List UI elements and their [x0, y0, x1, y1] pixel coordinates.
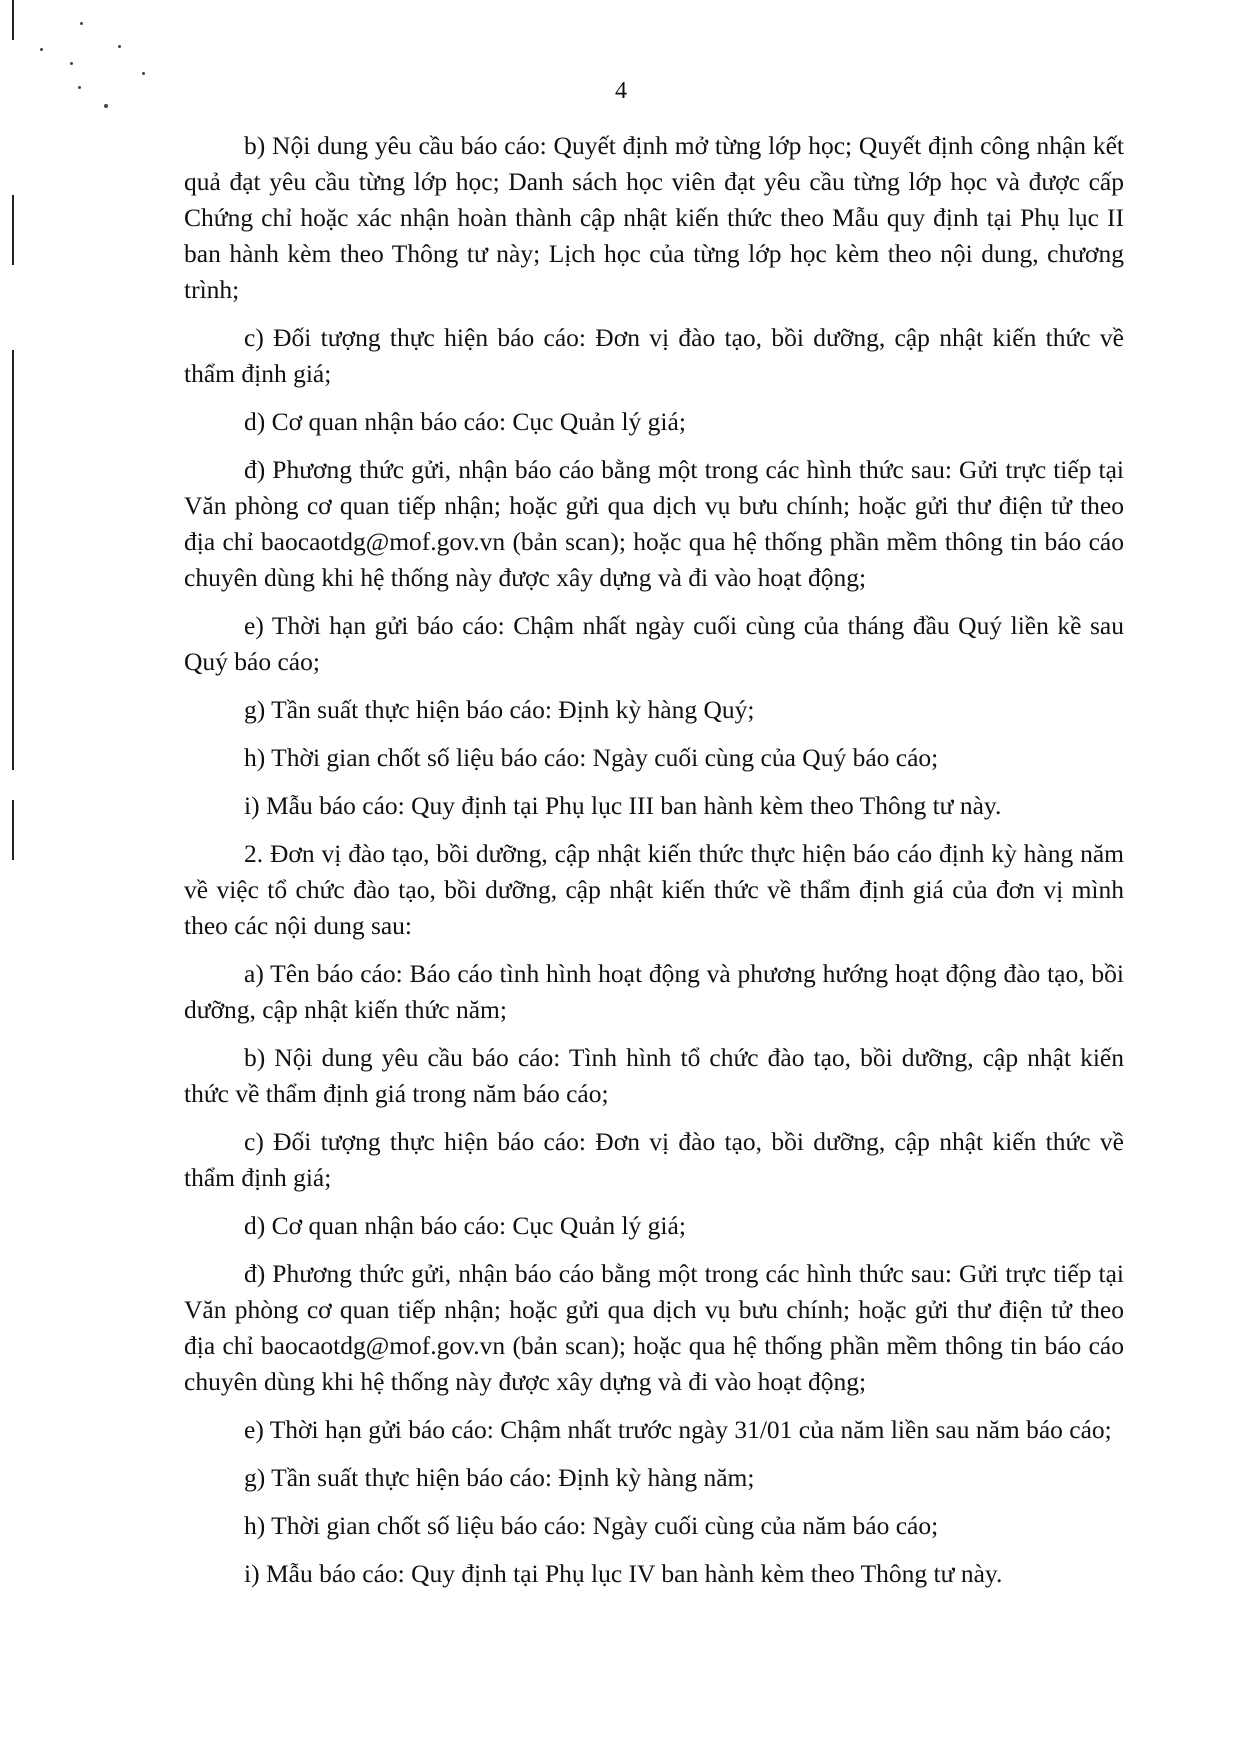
scan-dot: [80, 22, 83, 25]
paragraph: g) Tần suất thực hiện báo cáo: Định kỳ hàng năm;: [244, 1463, 755, 1492]
paragraph: g) Tần suất thực hiện báo cáo: Định kỳ hàng Quý;: [244, 695, 755, 724]
paragraph: h) Thời gian chốt số liệu báo cáo: Ngày cuối cùng của năm báo cáo;: [244, 1511, 939, 1540]
paragraph: h) Thời gian chốt số liệu báo cáo: Ngày cuối cùng của Quý báo cáo;: [244, 743, 939, 772]
scan-dot: [70, 62, 73, 65]
paragraph: c) Đối tượng thực hiện báo cáo: Đơn vị đào tạo, bồi dưỡng, cập nhật kiến thức về thẩm định giá;: [184, 323, 1124, 388]
page-number: 4: [615, 78, 627, 104]
paragraph: b) Nội dung yêu cầu báo cáo: Tình hình tổ chức đào tạo, bồi dưỡng, cập nhật kiến thức về thẩm định giá trong năm báo cáo;: [184, 1043, 1124, 1108]
paragraph: d) Cơ quan nhận báo cáo: Cục Quản lý giá;: [244, 407, 686, 436]
paragraph: a) Tên báo cáo: Báo cáo tình hình hoạt động và phương hướng hoạt động đào tạo, bồi dưỡng, cập nhật kiến thức năm;: [184, 959, 1124, 1024]
scan-edge-mark: [12, 195, 14, 265]
paragraph: 2. Đơn vị đào tạo, bồi dưỡng, cập nhật kiến thức thực hiện báo cáo định kỳ hàng năm về việc tổ chức đào tạo, bồi dưỡng, cập nhật kiến thức về thẩm định giá của đơn vị mình theo các nội dung sau:: [184, 839, 1124, 940]
paragraph: b) Nội dung yêu cầu báo cáo: Quyết định mở từng lớp học; Quyết định công nhận kết quả đạt yêu cầu từng lớp học; Danh sách học viên đạt yêu cầu từng lớp học và được cấp Chứng chỉ hoặc xác nhận hoàn thành cập nhật kiến thức theo Mẫu quy định tại Phụ lục II ban hành kèm theo Thông tư này; Lịch học của từng lớp học kèm theo nội dung, chương trình;: [184, 131, 1124, 304]
paragraph: c) Đối tượng thực hiện báo cáo: Đơn vị đào tạo, bồi dưỡng, cập nhật kiến thức về thẩm định giá;: [184, 1127, 1124, 1192]
scan-dot: [142, 72, 145, 75]
paragraph: i) Mẫu báo cáo: Quy định tại Phụ lục IV ban hành kèm theo Thông tư này.: [244, 1559, 1003, 1588]
paragraph: i) Mẫu báo cáo: Quy định tại Phụ lục III ban hành kèm theo Thông tư này.: [244, 791, 1002, 820]
scan-edge-mark: [12, 0, 14, 40]
scan-dot: [118, 45, 121, 48]
scan-edge-mark: [12, 800, 14, 860]
paragraph: đ) Phương thức gửi, nhận báo cáo bằng một trong các hình thức sau: Gửi trực tiếp tại Văn phòng cơ quan tiếp nhận; hoặc gửi qua dịch vụ bưu chính; hoặc gửi thư điện tử theo địa chỉ baocaotdg@mof.gov.vn (bản scan); hoặc qua hệ thống phần mềm thông tin báo cáo chuyên dùng khi hệ thống này được xây dựng và đi vào hoạt động;: [184, 455, 1124, 592]
paragraph: đ) Phương thức gửi, nhận báo cáo bằng một trong các hình thức sau: Gửi trực tiếp tại Văn phòng cơ quan tiếp nhận; hoặc gửi qua dịch vụ bưu chính; hoặc gửi thư điện tử theo địa chỉ baocaotdg@mof.gov.vn (bản scan); hoặc qua hệ thống phần mềm thông tin báo cáo chuyên dùng khi hệ thống này được xây dựng và đi vào hoạt động;: [184, 1259, 1124, 1396]
paragraph: e) Thời hạn gửi báo cáo: Chậm nhất trước ngày 31/01 của năm liền sau năm báo cáo;: [244, 1415, 1112, 1444]
paragraph: d) Cơ quan nhận báo cáo: Cục Quản lý giá;: [244, 1211, 686, 1240]
scan-dot: [40, 48, 43, 51]
document-body: [184, 128, 1124, 1604]
scan-edge-mark: [12, 350, 14, 770]
paragraph: e) Thời hạn gửi báo cáo: Chậm nhất ngày cuối cùng của tháng đầu Quý liền kề sau Quý báo cáo;: [184, 611, 1124, 676]
